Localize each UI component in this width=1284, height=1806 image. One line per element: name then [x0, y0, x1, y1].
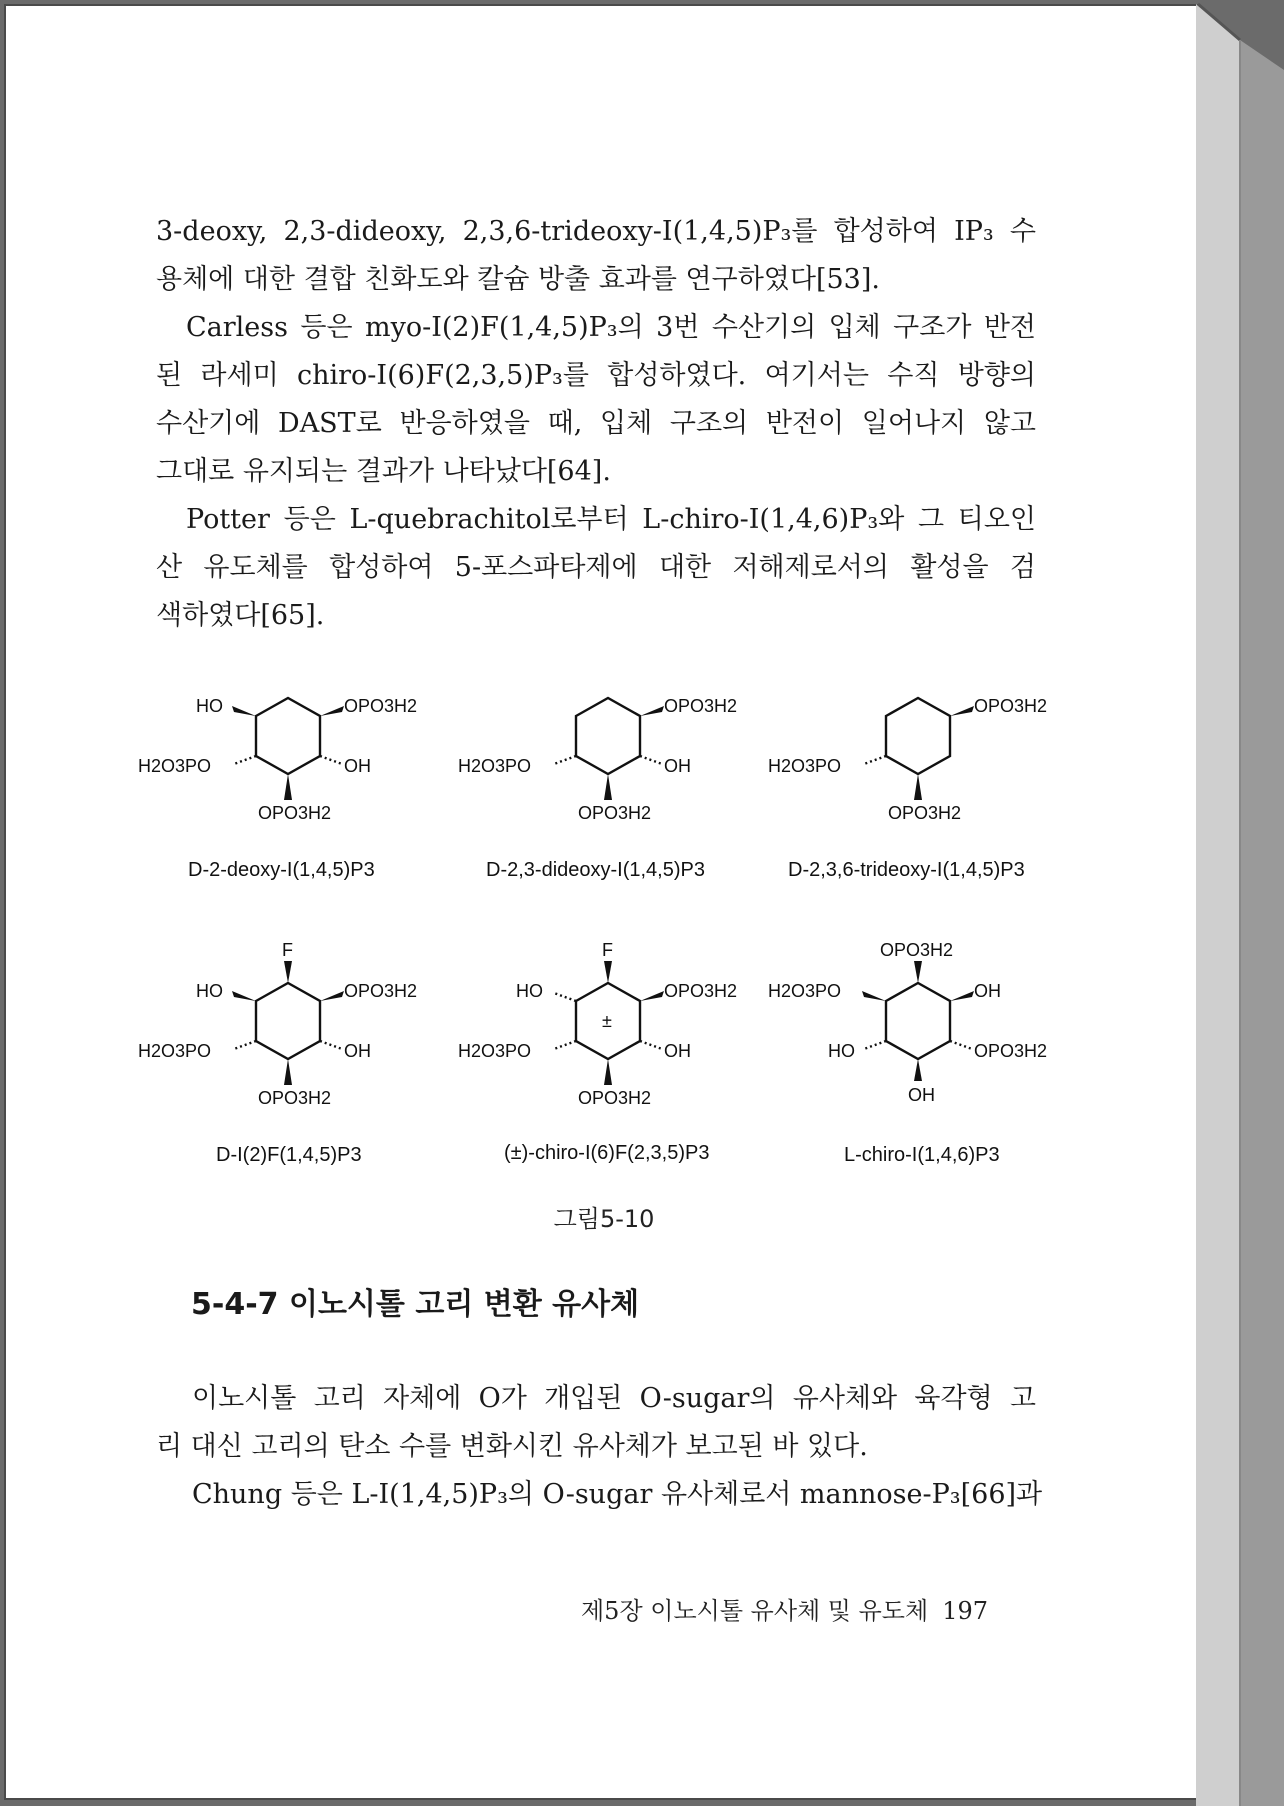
structure-5: [458, 940, 737, 1108]
structure-label: OH: [344, 756, 371, 776]
structure-label: OPO3H2: [880, 940, 954, 960]
structure-label: OH: [344, 1041, 371, 1061]
structure-label: HO: [196, 981, 223, 1001]
book-page: [4, 4, 1200, 1800]
text-line: 3-deoxy, 2,3-dideoxy, 2,3,6-trideoxy-I(1,4,5)P₃를 합성하여 IP₃ 수: [156, 216, 1036, 247]
text-line: 산 유도체를 합성하여 5-포스파타제에 대한 저해제로서의 활성을 검: [156, 552, 1036, 583]
structure-label: H2O3PO: [768, 981, 842, 1001]
structure-label: F: [602, 940, 613, 960]
structure-name: (±)-chiro-I(6)F(2,3,5)P3: [504, 1142, 710, 1164]
structure-name: L-chiro-I(1,4,6)P3: [844, 1144, 1000, 1166]
chapter-title: 제5장 이노시톨 유사체 및 유도체: [581, 1597, 929, 1625]
structure-name: D-2-deoxy-I(1,4,5)P3: [188, 859, 375, 881]
structure-label: OPO3H2: [578, 803, 652, 823]
structure-label: OPO3H2: [578, 1088, 652, 1108]
structure-6: [768, 940, 1047, 1105]
text-line: Chung 등은 L-I(1,4,5)P₃의 O-sugar 유사체로서 mannose-P₃[66]과: [192, 1479, 1043, 1510]
structure-label: OPO3H2: [664, 696, 738, 716]
paragraph-1: [156, 208, 1036, 304]
structure-label: OPO3H2: [664, 981, 738, 1001]
structure-label: F: [282, 940, 293, 960]
paragraph-5: [156, 1471, 1043, 1519]
structure-name: D-I(2)F(1,4,5)P3: [216, 1144, 362, 1166]
text-line: 그대로 유지되는 결과가 나타났다[64].: [156, 456, 611, 487]
text-line: 수산기에 DAST로 반응하였을 때, 입체 구조의 반전이 일어나지 않고: [156, 408, 1036, 439]
text-line: 이노시톨 고리 자체에 O가 개입된 O-sugar의 유사체와 육각형 고: [192, 1383, 1036, 1414]
structure-label: OPO3H2: [974, 696, 1048, 716]
structure-label: OH: [664, 1041, 691, 1061]
text-line: 리 대신 고리의 탄소 수를 변화시킨 유사체가 보고된 바 있다.: [156, 1431, 868, 1462]
figure-caption: 그림5-10: [553, 1205, 655, 1233]
paragraph-3: [156, 496, 1036, 640]
text-line: 색하였다[65].: [156, 600, 325, 631]
structure-label: OPO3H2: [258, 1088, 332, 1108]
structure-2: [458, 696, 737, 823]
structure-label: OPO3H2: [974, 1041, 1048, 1061]
structure-label: OPO3H2: [344, 981, 418, 1001]
structure-label: OH: [664, 756, 691, 776]
paragraph-4: [156, 1375, 1036, 1471]
structure-label: OPO3H2: [344, 696, 418, 716]
page-footer: [581, 1591, 988, 1626]
section-heading: 5-4-7 이노시톨 고리 변환 유사체: [191, 1287, 640, 1322]
structure-label: OPO3H2: [258, 803, 332, 823]
structure-label: OH: [974, 981, 1001, 1001]
page-edge-shadow: [1196, 0, 1284, 1806]
figure-structures: [126, 671, 1056, 1181]
structure-label: H2O3PO: [768, 756, 842, 776]
structure-name: D-2,3-dideoxy-I(1,4,5)P3: [486, 859, 705, 881]
page-number: 197: [942, 1597, 988, 1625]
structure-label: OH: [908, 1085, 935, 1105]
structure-label: H2O3PO: [138, 1041, 212, 1061]
text-line: 용체에 대한 결합 친화도와 칼슘 방출 효과를 연구하였다[53].: [156, 264, 880, 295]
structure-label: H2O3PO: [458, 1041, 532, 1061]
structure-3: [768, 696, 1047, 823]
structure-label: HO: [516, 981, 543, 1001]
structure-label: H2O3PO: [138, 756, 212, 776]
text-line: 된 라세미 chiro-I(6)F(2,3,5)P₃를 합성하였다. 여기서는 수직 방향의: [156, 360, 1036, 391]
text-line: Carless 등은 myo-I(2)F(1,4,5)P₃의 3번 수산기의 입체 구조가 반전: [186, 312, 1036, 343]
structure-label: OPO3H2: [888, 803, 962, 823]
structure-label: ±: [602, 1011, 612, 1031]
paragraph-2: [156, 304, 1036, 496]
structure-name: D-2,3,6-trideoxy-I(1,4,5)P3: [788, 859, 1025, 881]
structure-1: [138, 696, 417, 823]
structure-label: H2O3PO: [458, 756, 532, 776]
structure-label: HO: [828, 1041, 855, 1061]
structure-4: [138, 940, 417, 1108]
structure-label: HO: [196, 696, 223, 716]
text-line: Potter 등은 L-quebrachitol로부터 L-chiro-I(1,4,6)P₃와 그 티오인: [186, 504, 1036, 535]
